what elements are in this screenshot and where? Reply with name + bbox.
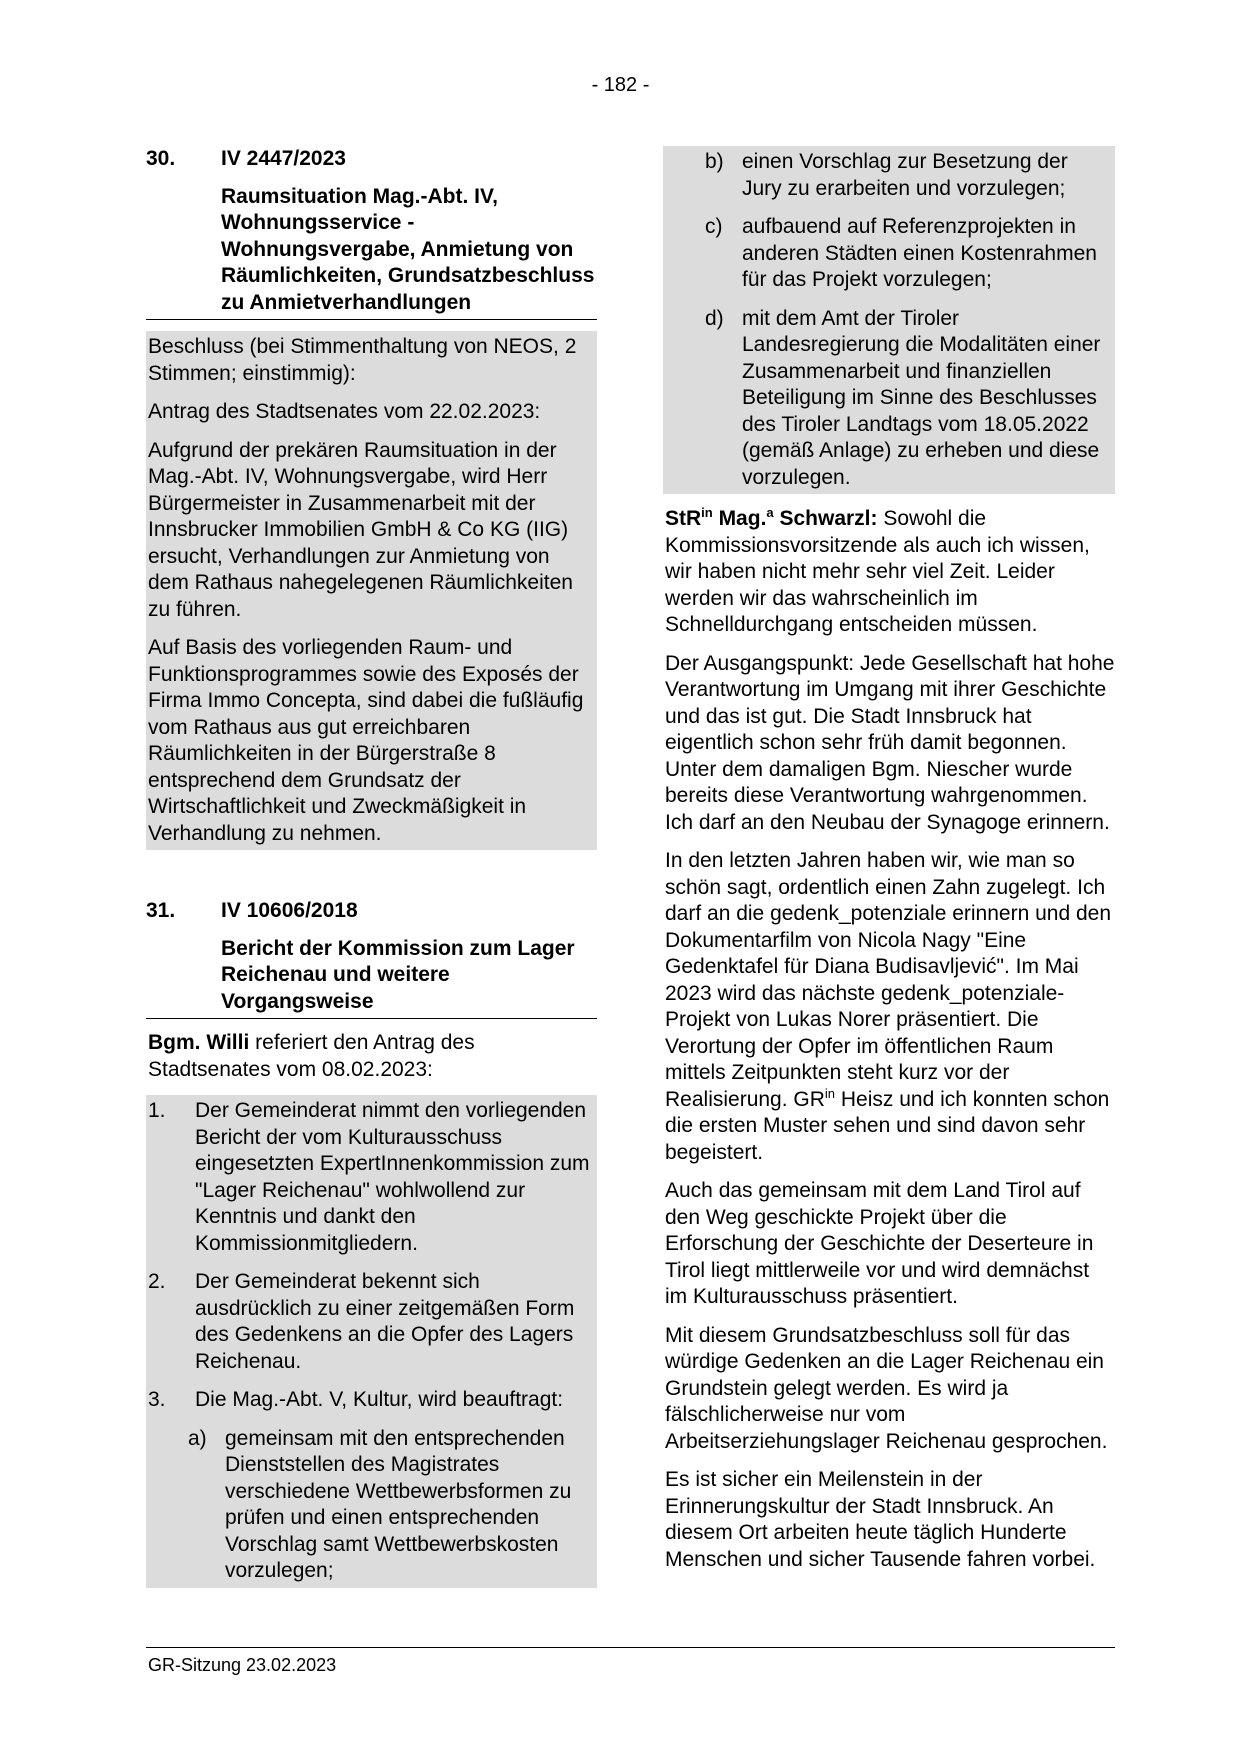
list-item: 2. Der Gemeinderat bekennt sich ausdrücklich zu einer zeitgemäßen Form des Gedenkens an die Opfer des Lagers Reichenau. [148, 1270, 575, 1373]
numbered-list [148, 1098, 594, 1414]
list-item: 3. Die Mag.-Abt. V, Kultur, wird beauftragt: [148, 1388, 564, 1411]
agenda-item-number: 30. [146, 147, 176, 170]
speech-paragraph-2: Der Ausgangspunkt: Jede Gesellschaft hat hohe Verantwortung im Umgang mit ihrer Geschichte und das ist gut. Die Stadt Innsbruck hat eigentlich schon sehr früh damit begonnen. Unter dem damaligen Bgm. Niescher wurde bereits diese Verantwortung wahrgenommen. Ich darf an den Neubau der Synagoge erinnern. [665, 651, 1115, 834]
sub-list-item: c) aufbauend auf Referenzprojekten in anderen Städten einen Kostenrahmen für das Projekt vorzulegen; [705, 215, 1097, 291]
speech-paragraph-5: Mit diesem Grundsatzbeschluss soll für das würdige Gedenken an die Lager Reichenau ein Grundstein gelegt werden. Es wird ja fälschlicherweise nur vom Arbeitserziehungslager Reichenau gesprochen. [665, 1323, 1108, 1453]
right-column [663, 146, 1115, 1573]
page-number: - 182 - [591, 74, 650, 96]
sub-list-item: b) einen Vorschlag zur Besetzung der Jury zu erarbeiten und vorzulegen; [705, 150, 1068, 200]
list-item: 1. Der Gemeinderat nimmt den vorliegenden Bericht der vom Kulturausschuss eingesetzten ExpertInnenkommission zum "Lager Reichenau" wohlwollend zur Kenntnis und dankt den Kommissionmitgliedern. [148, 1099, 590, 1255]
agenda-item-31-header [146, 898, 597, 925]
footer-text: GR-Sitzung 23.02.2023 [148, 1655, 337, 1675]
motion-list-continued [663, 146, 1115, 494]
resolution-block-30 [146, 331, 597, 850]
resolution-paragraph-2: Auf Basis des vorliegenden Raum- und Funktionsprogrammes sowie des Exposés der Firma Immo Concepta, sind dabei die fußläufig vom Rathaus aus gut erreichbaren Räumlichkeiten in der Bürgerstraße 8 entsprechend dem Grundsatz der Wirtschaftlichkeit und Zweckmäßigkeit in Verhandlung zu nehmen. [148, 636, 584, 845]
agenda-item-reference: IV 10606/2018 [221, 899, 358, 922]
resolution-paragraph-1: Aufgrund der prekären Raumsituation in der Mag.-Abt. IV, Wohnungsvergabe, wird Herr Bürgermeister in Zusammenarbeit mit der Innsbrucker Immobilien GmbH & Co KG (IIG) ersucht, Verhandlungen zur Anmietung von dem Rathaus nahegelegenen Räumlichkeiten zu führen. [148, 438, 573, 621]
speech-paragraph-6: Es ist sicher ein Meilenstein in der Erinnerungskultur der Stadt Innsbruck. An diesem Ort arbeiten heute täglich Hunderte Menschen und sicher Tausende fahren vorbei. [665, 1468, 1096, 1571]
motion-intro-text: referiert den Antrag des Stadtsenates vom 08.02.2023: [148, 1031, 475, 1081]
speaker-name: StR$^{in}$ Mag.$^a$ Schwarzl: [665, 505, 878, 530]
motion-text: Antrag des Stadtsenates vom 22.02.2023: [148, 400, 541, 423]
agenda-item-reference: IV 2447/2023 [221, 147, 346, 170]
speech-paragraph-4: Auch das gemeinsam mit dem Land Tirol auf den Weg geschickte Projekt über die Erforschung der Geschichte der Deserteure in Tirol liegt mittlerweile vor und wird demnächst im Kulturausschuss präsentiert. [665, 1179, 1094, 1308]
agenda-item-number: 31. [146, 899, 176, 922]
sub-list-item: a) gemeinsam mit den entsprechenden Dienststellen des Magistrates verschiedene Wettbewerbsformen zu prüfen und einen entsprechenden Vorschlag samt Wettbewerbskosten vorzulegen; [188, 1426, 572, 1582]
speech-block [663, 506, 1115, 1573]
speech-paragraph-1: StR$^{in}$ Mag.$^a$ Schwarzl: Sowohl die Kommissionsvorsitzende als auch ich wissen, wir haben nicht mehr sehr viel Zeit. Leider werden wir das wahrscheinlich im Schnelldurchgang entscheiden müssen. [665, 505, 1090, 636]
motion-intro [146, 1030, 597, 1083]
footer-divider [146, 1647, 1115, 1648]
agenda-item-31-title: Bericht der Kommission zum Lager Reichenau und weitere Vorgangsweise [146, 936, 597, 1020]
speech-paragraph-3: In den letzten Jahren haben wir, wie man so schön sagt, ordentlich einen Zahn zugelegt. Ich darf an die gedenk_potenziale erinnern und den Dokumentarfilm von Nicola Nagy "Eine Gedenktafel für Diana Budisavljević". Im Mai 2023 wird das nächste gedenk_potenziale-Projekt von Lukas Norer präsentiert. Die Verortung der Opfer im öffentlichen Raum mittels Zeitpunkten steht kurz vor der Realisierung. $GR^{in}$ Heisz und ich konnten schon die ersten Muster sehen und sind davon sehr begeistert. [665, 849, 1112, 1164]
resolution-text: Beschluss (bei Stimmenthaltung von NEOS, 2 Stimmen; einstimmig): [148, 335, 577, 385]
speaker-name: Bgm. Willi [148, 1031, 250, 1054]
sub-list-item: d) mit dem Amt der Tiroler Landesregierung die Modalitäten einer Zusammenarbeit und finanziellen Beteiligung im Sinne des Beschlusses des Tiroler Landtags vom 18.05.2022 (gemäß Anlage) zu erheben und diese vorzulegen. [705, 306, 1101, 489]
left-column [146, 146, 597, 1588]
agenda-item-30-header [146, 146, 597, 173]
motion-list-block [146, 1095, 597, 1588]
agenda-item-30-title: Raumsituation Mag.-Abt. IV, Wohnungsservice - Wohnungsvergabe, Anmietung von Räumlichkeiten, Grundsatzbeschluss zu Anmietverhandlungen [146, 184, 597, 321]
